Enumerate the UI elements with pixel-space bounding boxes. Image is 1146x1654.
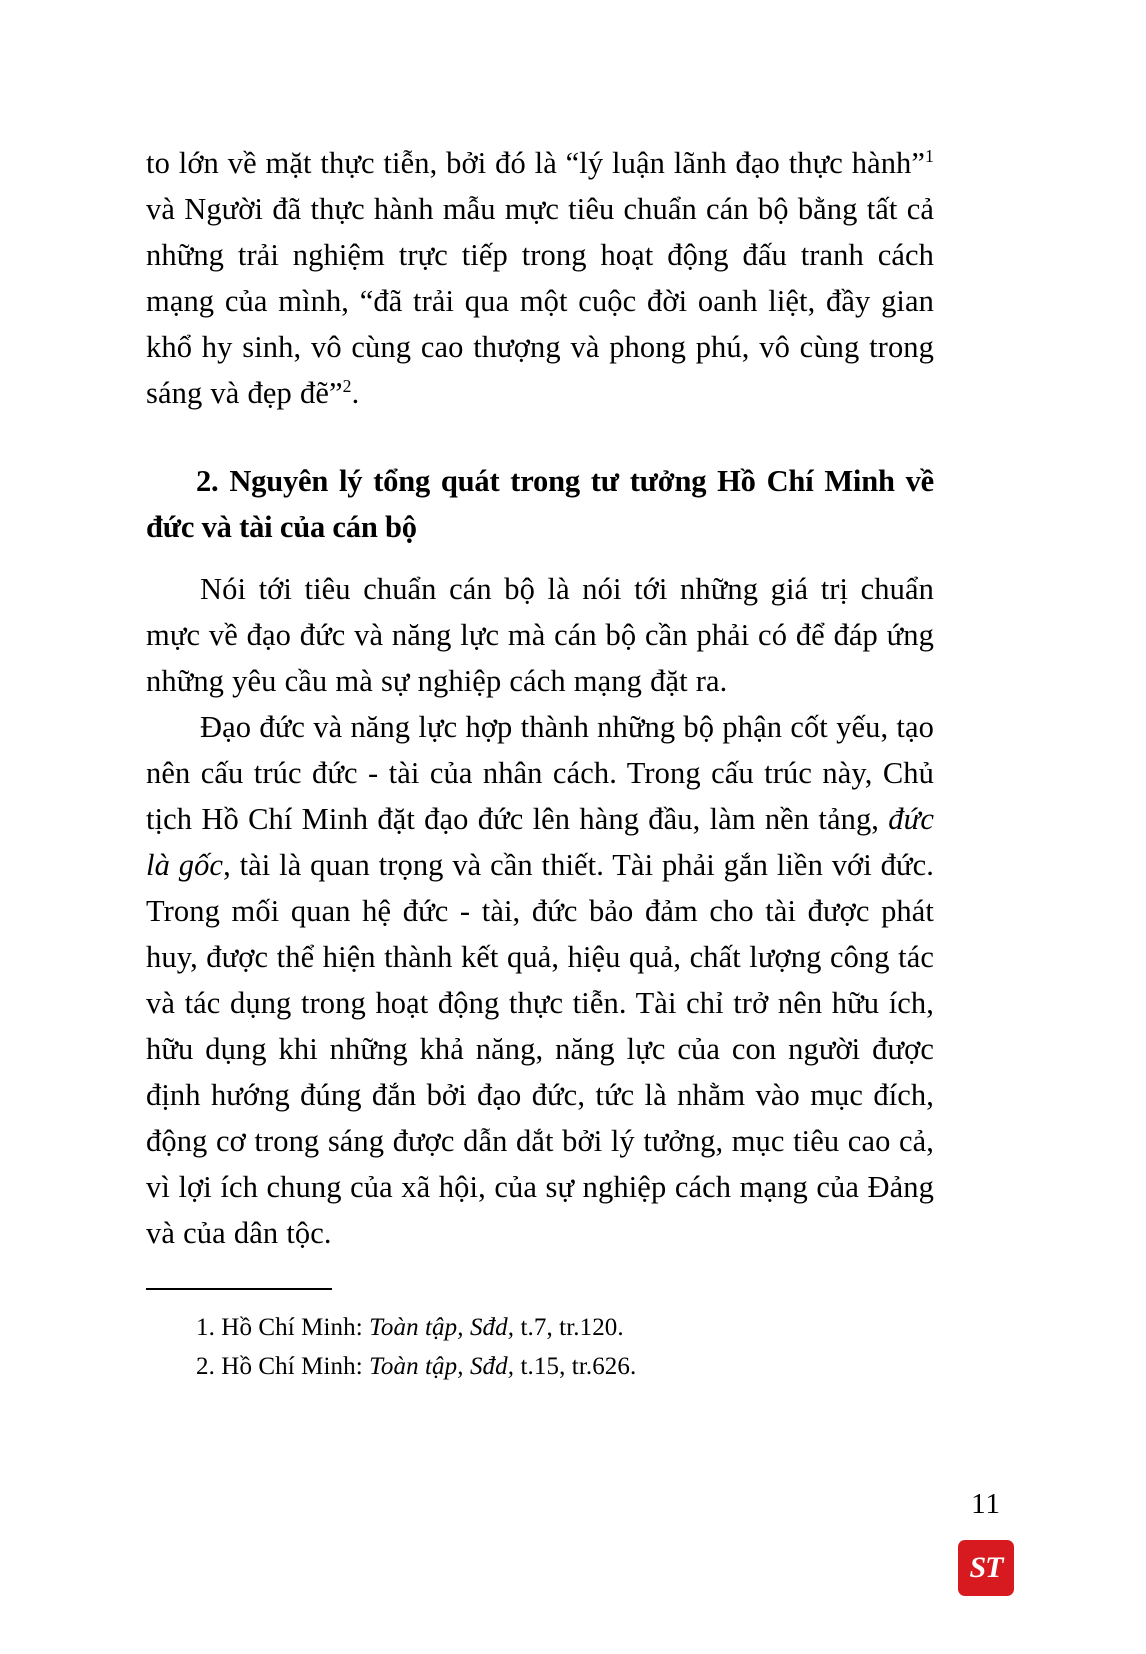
footnote-reference-1[interactable]: 1 — [925, 145, 934, 166]
heading-spacer-top — [146, 416, 934, 458]
page-number: 11 — [971, 1488, 1001, 1520]
main-text-column — [146, 140, 934, 1256]
footnote-reference-2[interactable]: 2 — [342, 375, 352, 396]
publisher-logo-text: ST — [969, 1551, 1003, 1584]
paragraph-3-part-2: , tài là quan trọng và cần thiết. Tài phải gắn liền với đức. Trong mối quan hệ đức - tài, đức bảo đảm cho tài được phát huy, được thể hiện thành kết quả, hiệu quả, chất lượng công tác và tác dụng trong hoạt động thực tiễn. Tài chỉ trở nên hữu ích, hữu dụng khi những khả năng, năng lực của con người được định hướng đúng đắn bởi đạo đức, tức là nhằm vào mục đích, động cơ trong sáng được dẫn dắt bởi lý tưởng, mục tiêu cao cả, vì lợi ích chung của xã hội, của sự nghiệp cách mạng của Đảng và của dân tộc. — [146, 848, 934, 1250]
footnote-separator-rule — [146, 1288, 332, 1290]
footnote-2-suffix: t.15, tr.626. — [514, 1353, 637, 1380]
paragraph-1-end: . — [351, 376, 360, 410]
paragraph-1-before-ref: to lớn về mặt thực tiễn, bởi đó là “lý luận lãnh đạo thực hành” — [146, 146, 926, 180]
footnote-2-title: Toàn tập, Sđd, — [369, 1353, 515, 1380]
heading-spacer-bottom — [146, 550, 934, 566]
footnote-item — [146, 1347, 934, 1386]
publisher-logo — [958, 1540, 1014, 1596]
footnote-1-title: Toàn tập, Sđd, — [369, 1314, 515, 1341]
footnote-1-suffix: t.7, tr.120. — [514, 1314, 624, 1341]
footnote-item — [146, 1308, 934, 1347]
section-heading-2: 2. Nguyên lý tổng quát trong tư tưởng Hồ Chí Minh về đức và tài của cán bộ — [146, 464, 934, 544]
paragraph-1-middle: và Người đã thực hành mẫu mực tiêu chuẩn cán bộ bằng tất cả những trải nghiệm trực tiếp trong hoạt động đấu tranh cách mạng của mình, “đã trải qua một cuộc đời oanh liệt, đầy gian khổ hy sinh, vô cùng cao thượng và phong phú, vô cùng trong sáng và đẹp đẽ” — [146, 192, 934, 410]
footnote-2-prefix: 2. Hồ Chí Minh: — [196, 1353, 370, 1380]
footnote-block — [146, 1288, 934, 1386]
footnote-1-prefix: 1. Hồ Chí Minh: — [196, 1314, 370, 1341]
paragraph-3 — [146, 704, 934, 1256]
paragraph-continuation — [146, 140, 934, 416]
emphasized-phrase: đức là gốc — [146, 802, 934, 882]
paragraph-3-part-1: Đạo đức và năng lực hợp thành những bộ phận cốt yếu, tạo nên cấu trúc đức - tài của nhân cách. Trong cấu trúc này, Chủ tịch Hồ Chí Minh đặt đạo đức lên hàng đầu, làm nền tảng, — [146, 710, 934, 836]
paragraph-2: Nói tới tiêu chuẩn cán bộ là nói tới những giá trị chuẩn mực về đạo đức và năng lực mà cán bộ cần phải có để đáp ứng những yêu cầu mà sự nghiệp cách mạng đặt ra. — [146, 572, 934, 698]
